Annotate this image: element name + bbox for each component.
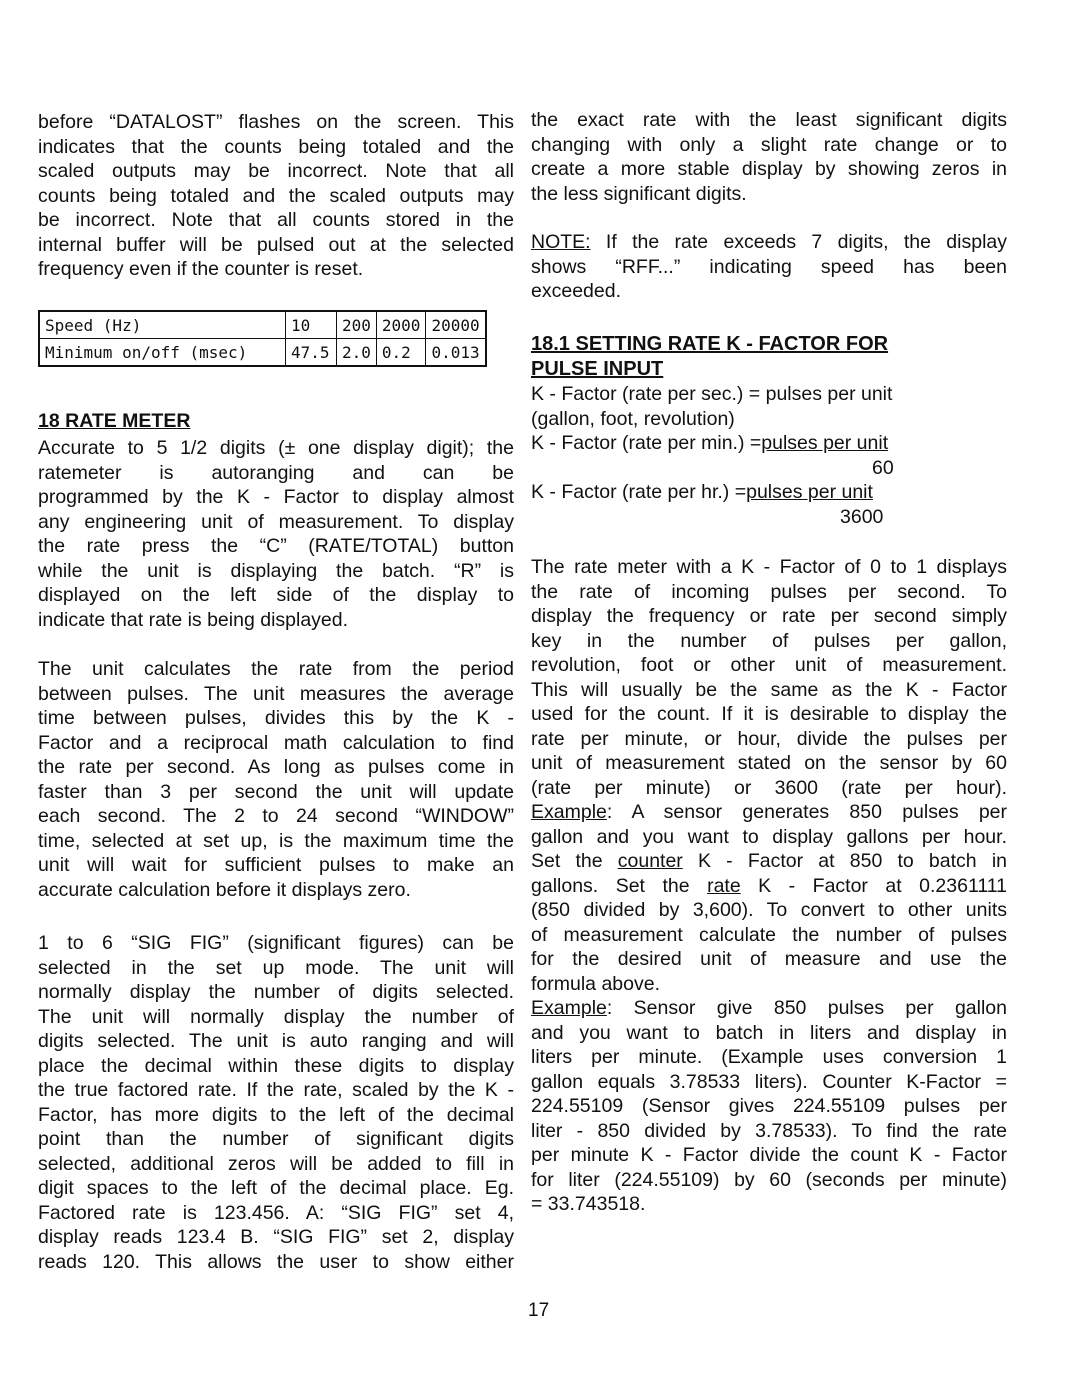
text-line: while the unit is displaying the batch. “R” is: [38, 559, 514, 582]
text-line: = 33.743518.: [531, 1193, 646, 1215]
table-row: [39, 339, 486, 367]
text-line: liters per minute. (Example uses conversion 1: [531, 1046, 1007, 1068]
text-line: counts being totaled and the scaled outputs may: [38, 184, 514, 207]
text-line: The rate meter with a K - Factor of 0 to 1 displays: [531, 556, 1007, 578]
formula-min: [531, 431, 1007, 456]
text-line: create a more stable display by showing zeros in: [531, 158, 1007, 180]
underlined-text: rate: [707, 874, 741, 897]
table-row: [39, 311, 486, 339]
table-cell: 20000: [426, 311, 486, 339]
table-cell: 0.2: [376, 339, 426, 367]
text-line: exceeded.: [531, 280, 621, 302]
text-line: The unit will normally display the number of: [38, 1005, 514, 1028]
text-line: digit spaces to the left of the decimal place. Eg.: [38, 1177, 514, 1199]
text-line: frequency even if the counter is reset.: [38, 258, 364, 280]
text-segment: Set the: [531, 850, 618, 872]
text-line: normally display the number of digits selected.: [38, 981, 514, 1003]
text-line: digits selected. The unit is auto ranging and will: [38, 1030, 514, 1052]
formula-label: K - Factor (rate per min.) =: [531, 432, 762, 454]
text-line: any engineering unit of measurement. To display: [38, 510, 514, 533]
table-cell: 47.5: [286, 339, 337, 367]
text-line: the exact rate with the least significant digits: [531, 109, 1007, 131]
section-heading-rate-meter: 18 RATE METER: [38, 410, 191, 432]
text-line: formula above.: [531, 972, 660, 995]
text-line: rate per minute, or hour, divide the pulses per: [531, 727, 1007, 750]
underlined-text: counter: [617, 850, 683, 872]
text-line: [531, 230, 1007, 255]
paragraph-exact-rate: [531, 108, 1007, 206]
text-line: (850 divided by 3,600). To convert to other units: [531, 899, 1007, 921]
paragraph-calculation: [38, 657, 514, 902]
text-line: Factor, has more digits to the left of the decimal: [38, 1103, 514, 1126]
text-line: (rate per minute) or 3600 (rate per hour).: [531, 776, 1007, 799]
text-line: This will usually be the same as the K - Factor: [531, 678, 1007, 701]
text-line: [531, 800, 1007, 825]
text-line: display the frequency or rate per second simply: [531, 605, 1007, 627]
formula-hr: [531, 480, 1007, 505]
text-line: the rate per second. As long as pulses come in: [38, 756, 514, 778]
text-line: changing with only a slight rate change or to: [531, 133, 1007, 156]
text-line: indicates that the counts being totaled and the: [38, 135, 514, 158]
text-line: for liter (224.55109) by 60 (seconds per minute): [531, 1168, 1007, 1191]
underlined-text: NOTE:: [531, 231, 591, 253]
text-line: the true factored rate. If the rate, scaled by the K -: [38, 1079, 514, 1101]
table-cell: 0.013: [426, 339, 486, 367]
text-line: point than the number of significant digits: [38, 1128, 514, 1150]
paragraph-rate-examples: [531, 555, 1007, 1217]
formula-numerator: pulses per unit: [761, 432, 889, 454]
formula-block: [531, 382, 1007, 529]
text-line: reads 120. This allows the user to show either: [38, 1250, 514, 1273]
text-line: place the decimal within these digits to display: [38, 1054, 514, 1077]
table-cell: 10: [286, 311, 337, 339]
text-line: gallon equals 3.78533 liters). Counter K-Factor =: [531, 1070, 1007, 1093]
formula-denominator: 60: [872, 456, 894, 479]
section-heading-k-factor: [531, 332, 888, 381]
text-segment: : Sensor give 850 pulses per gallon: [606, 997, 1007, 1019]
text-line: ratemeter is autoranging and can be: [38, 461, 514, 484]
heading-line: PULSE INPUT: [531, 357, 664, 380]
text-line: 1 to 6 “SIG FIG” (significant figures) can be: [38, 932, 514, 954]
text-line: per minute K - Factor divide the count K - Factor: [531, 1144, 1007, 1166]
text-line: The unit calculates the rate from the period: [38, 658, 514, 680]
text-line: Accurate to 5 1/2 digits (± one display digit); the: [38, 437, 514, 459]
text-line: [531, 849, 1007, 874]
formula-sec: K - Factor (rate per sec.) = pulses per unit: [531, 383, 893, 405]
text-line: the rate press the “C” (RATE/TOTAL) button: [38, 535, 514, 557]
text-segment: K - Factor at 850 to batch in: [682, 850, 1007, 872]
paragraph-note: [531, 230, 1007, 304]
text-line: display reads 123.4 B. “SIG FIG” set 2, display: [38, 1226, 514, 1248]
formula-numerator: pulses per unit: [746, 481, 873, 503]
text-line: Factored rate is 123.456. A: “SIG FIG” set 4,: [38, 1201, 514, 1224]
text-segment: : A sensor generates 850 pulses per: [606, 801, 1007, 823]
table-cell: 2.0: [337, 339, 377, 367]
text-line: and you want to batch in liters and display in: [531, 1021, 1007, 1044]
page-number: 17: [528, 1300, 550, 1321]
text-line: Factor and a reciprocal math calculation to find: [38, 731, 514, 754]
formula-sec-note: (gallon, foot, revolution): [531, 407, 735, 430]
text-line: between pulses. The unit measures the average: [38, 682, 514, 705]
text-line: before “DATALOST” flashes on the screen. This: [38, 111, 514, 133]
text-line: indicate that rate is being displayed.: [38, 608, 349, 631]
text-line: be incorrect. Note that all counts stored in the: [38, 209, 514, 231]
text-line: unit of measurement stated on the sensor by 60: [531, 752, 1007, 774]
text-line: selected in the set up mode. The unit will: [38, 956, 514, 979]
table-cell: 2000: [376, 311, 426, 339]
speed-table: [38, 310, 487, 367]
text-segment: gallons. Set the: [531, 874, 708, 897]
text-line: key in the number of pulses per gallon,: [531, 629, 1007, 652]
text-line: gallon and you want to display gallons per hour.: [531, 825, 1007, 848]
underlined-text: Example: [531, 997, 607, 1019]
text-line: internal buffer will be pulsed out at the selected: [38, 233, 514, 256]
paragraph-datalost: [38, 110, 514, 282]
table-cell: Speed (Hz): [39, 311, 286, 339]
text-segment: K - Factor at 0.2361111: [740, 874, 1008, 897]
underlined-text: Example: [531, 801, 607, 823]
formula-label: K - Factor (rate per hr.) =: [531, 481, 747, 503]
text-line: [531, 874, 1007, 899]
formula-denominator: 3600: [840, 505, 884, 528]
text-line: liter - 850 divided by 3.78533). To find the rate: [531, 1119, 1007, 1142]
text-line: scaled outputs may be incorrect. Note that all: [38, 160, 514, 182]
table-cell: Minimum on/off (msec): [39, 339, 286, 367]
text-line: accurate calculation before it displays zero.: [38, 878, 411, 901]
text-line: 224.55109 (Sensor gives 224.55109 pulses per: [531, 1095, 1007, 1117]
text-segment: If the rate exceeds 7 digits, the display: [590, 231, 1007, 253]
text-line: each second. The 2 to 24 second “WINDOW”: [38, 805, 514, 827]
text-line: of measurement calculate the number of pulses: [531, 923, 1007, 946]
text-line: unit will wait for sufficient pulses to make an: [38, 854, 514, 876]
text-line: selected, additional zeros will be added to fill in: [38, 1152, 514, 1175]
text-line: time between pulses, divides this by the K -: [38, 707, 514, 729]
text-line: the rate of incoming pulses per second. To: [531, 580, 1007, 603]
paragraph-accuracy: [38, 436, 514, 632]
text-line: for the desired unit of measure and use the: [531, 948, 1007, 970]
text-line: time, selected at set up, is the maximum time the: [38, 829, 514, 852]
text-line: displayed on the left side of the display to: [38, 584, 514, 606]
text-line: programmed by the K - Factor to display almost: [38, 486, 514, 508]
text-line: revolution, foot or other unit of measurement.: [531, 654, 1007, 676]
paragraph-sig-fig: [38, 931, 514, 1274]
text-line: shows “RFF...” indicating speed has been: [531, 255, 1007, 278]
text-line: the less significant digits.: [531, 182, 747, 205]
text-line: used for the count. If it is desirable to display the: [531, 703, 1007, 725]
text-line: faster than 3 per second the unit will update: [38, 780, 514, 803]
table-cell: 200: [337, 311, 377, 339]
heading-line: 18.1 SETTING RATE K - FACTOR FOR: [531, 333, 889, 355]
text-line: [531, 996, 1007, 1021]
